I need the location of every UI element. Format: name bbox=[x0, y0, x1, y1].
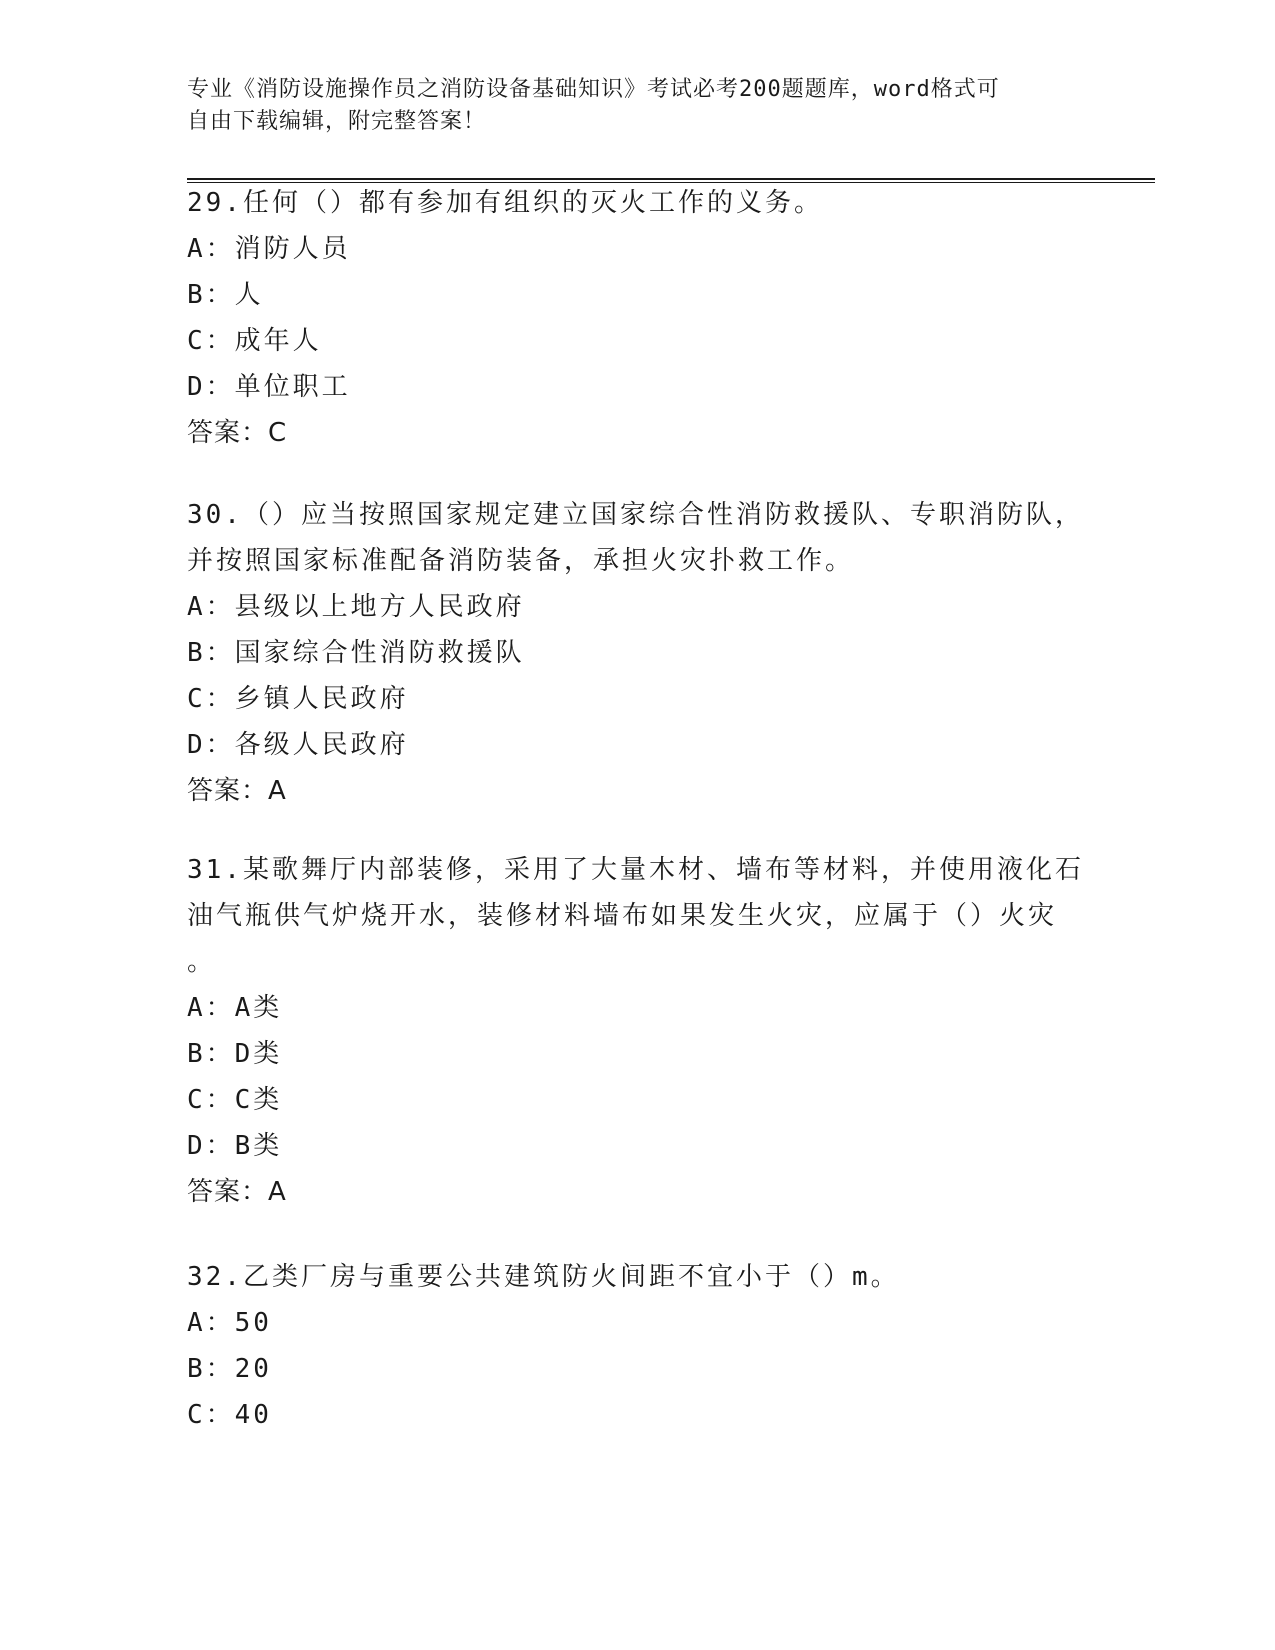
stem-line: 并按照国家标准配备消防装备，承担火灾扑救工作。 bbox=[187, 546, 855, 576]
option-c: C：40 bbox=[187, 1400, 272, 1430]
answer-label: 答案：A bbox=[187, 1177, 287, 1207]
answer-label: 答案：A bbox=[187, 776, 287, 806]
answer-label: 答案：C bbox=[187, 418, 288, 448]
question-stem bbox=[187, 492, 1087, 584]
option-b: B：20 bbox=[187, 1354, 272, 1384]
question-stem bbox=[187, 180, 1087, 226]
question-stem bbox=[187, 847, 1087, 985]
option-a: A：A类 bbox=[187, 993, 283, 1023]
stem-line: 30.（）应当按照国家规定建立国家综合性消防救援队、专职消防队， bbox=[187, 500, 1084, 530]
question-29 bbox=[187, 180, 1087, 456]
option-d: D：B类 bbox=[187, 1131, 283, 1161]
stem-line: 29.任何（）都有参加有组织的灭火工作的义务。 bbox=[187, 188, 823, 218]
stem-line: 31.某歌舞厅内部装修，采用了大量木材、墙布等材料，并使用液化石 bbox=[187, 855, 1084, 885]
option-a: A：县级以上地方人民政府 bbox=[187, 592, 525, 622]
stem-line: 。 bbox=[187, 947, 217, 977]
option-d: D：各级人民政府 bbox=[187, 730, 409, 760]
option-b: B：D类 bbox=[187, 1039, 283, 1069]
option-b: B：人 bbox=[187, 280, 264, 310]
header-line-2: 自由下载编辑，附完整答案！ bbox=[187, 109, 487, 134]
option-c: C：成年人 bbox=[187, 326, 322, 356]
header-line-1: 专业《消防设施操作员之消防设备基础知识》考试必考200题题库，word格式可 bbox=[187, 77, 1000, 102]
question-32 bbox=[187, 1254, 1087, 1438]
option-a: A：50 bbox=[187, 1308, 272, 1338]
question-stem bbox=[187, 1254, 1087, 1300]
option-c: C：乡镇人民政府 bbox=[187, 684, 409, 714]
question-31 bbox=[187, 847, 1087, 1215]
stem-line: 油气瓶供气炉烧开水，装修材料墙布如果发生火灾，应属于（）火灾 bbox=[187, 901, 1058, 931]
document-header bbox=[187, 74, 1087, 138]
option-a: A：消防人员 bbox=[187, 234, 351, 264]
question-30 bbox=[187, 492, 1087, 814]
option-b: B：国家综合性消防救援队 bbox=[187, 638, 525, 668]
stem-line: 32.乙类厂房与重要公共建筑防火间距不宜小于（）m。 bbox=[187, 1262, 900, 1292]
option-c: C：C类 bbox=[187, 1085, 283, 1115]
option-d: D：单位职工 bbox=[187, 372, 351, 402]
